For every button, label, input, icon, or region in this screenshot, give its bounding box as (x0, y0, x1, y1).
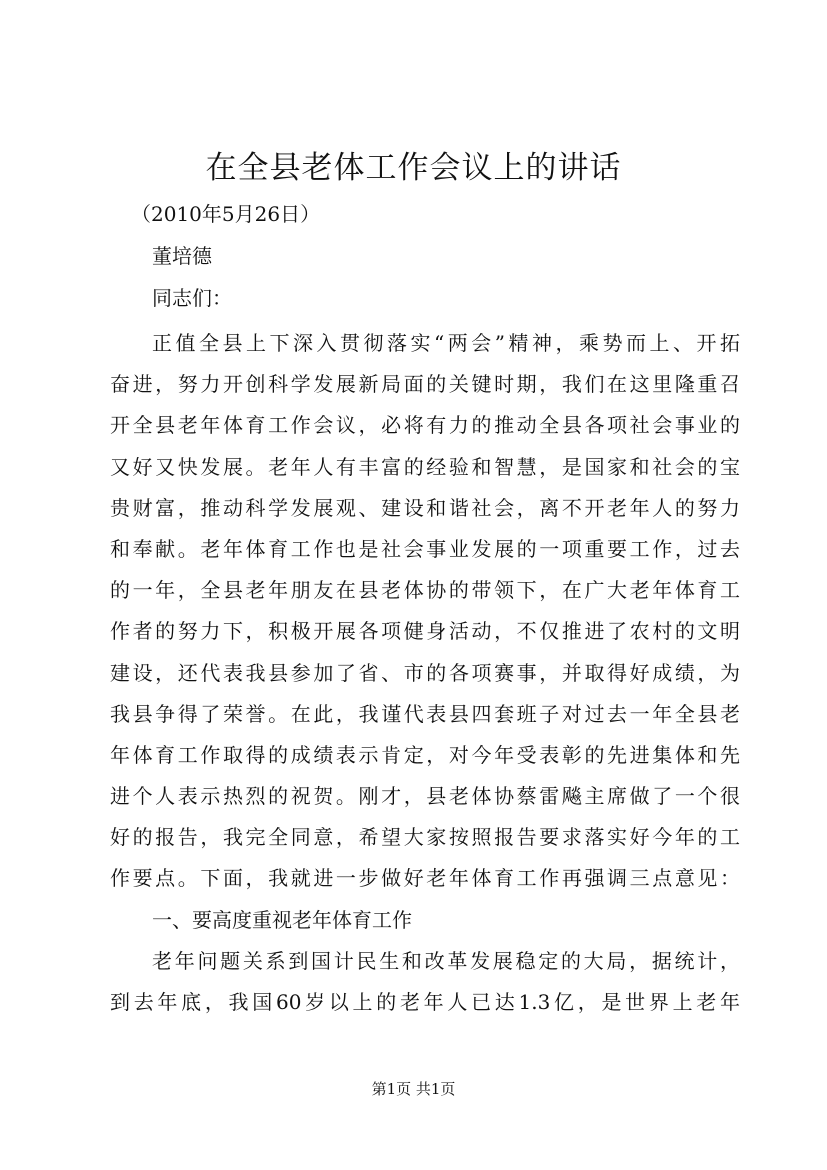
paragraph-line: 正值全县上下深入贯彻落实“两会”精神，乘势而上、开拓 (152, 331, 740, 355)
speech-body (110, 323, 740, 1023)
paragraph-line: 又好又快发展。老年人有丰富的经验和智慧，是国家和社会的宝 (110, 454, 740, 479)
paragraph-line: 作要点。下面，我就进一步做好老年体育工作再强调三点意见： (110, 866, 740, 891)
document-title: 在全县老体工作会议上的讲话 (205, 150, 622, 186)
paragraph-line: 作者的努力下，积极开展各项健身活动，不仅推进了农村的文明 (110, 619, 740, 644)
paragraph-line: 开全县老年体育工作会议，必将有力的推动全县各项社会事业的 (110, 413, 740, 438)
page-number-footer: 第1页 共1页 (371, 1080, 456, 1098)
paragraph-line: 我县争得了荣誉。在此，我谨代表县四套班子对过去一年全县老 (110, 701, 740, 726)
speech-date: （2010年5月26日） (131, 202, 321, 226)
section-heading: 一、要高度重视老年体育工作 (152, 907, 412, 932)
speaker-name: 董培德 (152, 244, 212, 268)
paragraph-line: 老年问题关系到国计民生和改革发展稳定的大局，据统计， (152, 948, 740, 973)
salutation: 同志们： (152, 286, 232, 310)
paragraph-line: 年体育工作取得的成绩表示肯定，对今年受表彰的先进集体和先 (110, 742, 740, 767)
paragraph-line: 和奉献。老年体育工作也是社会事业发展的一项重要工作，过去 (110, 536, 740, 561)
paragraph-line: 进个人表示热烈的祝贺。刚才，县老体协蔡雷飚主席做了一个很 (110, 784, 740, 809)
paragraph-line: 建设，还代表我县参加了省、市的各项赛事，并取得好成绩，为 (110, 660, 740, 685)
paragraph-line: 的一年，全县老年朋友在县老体协的带领下，在广大老年体育工 (110, 578, 740, 603)
paragraph-line: 贵财富，推动科学发展观、建设和谐社会，离不开老年人的努力 (110, 495, 740, 520)
paragraph-line: 奋进，努力开创科学发展新局面的关键时期，我们在这里隆重召 (110, 372, 740, 397)
paragraph-line: 到去年底，我国60岁以上的老年人已达1.3亿，是世界上老年 (110, 990, 740, 1014)
paragraph-line: 好的报告，我完全同意，希望大家按照报告要求落实好今年的工 (110, 825, 740, 850)
